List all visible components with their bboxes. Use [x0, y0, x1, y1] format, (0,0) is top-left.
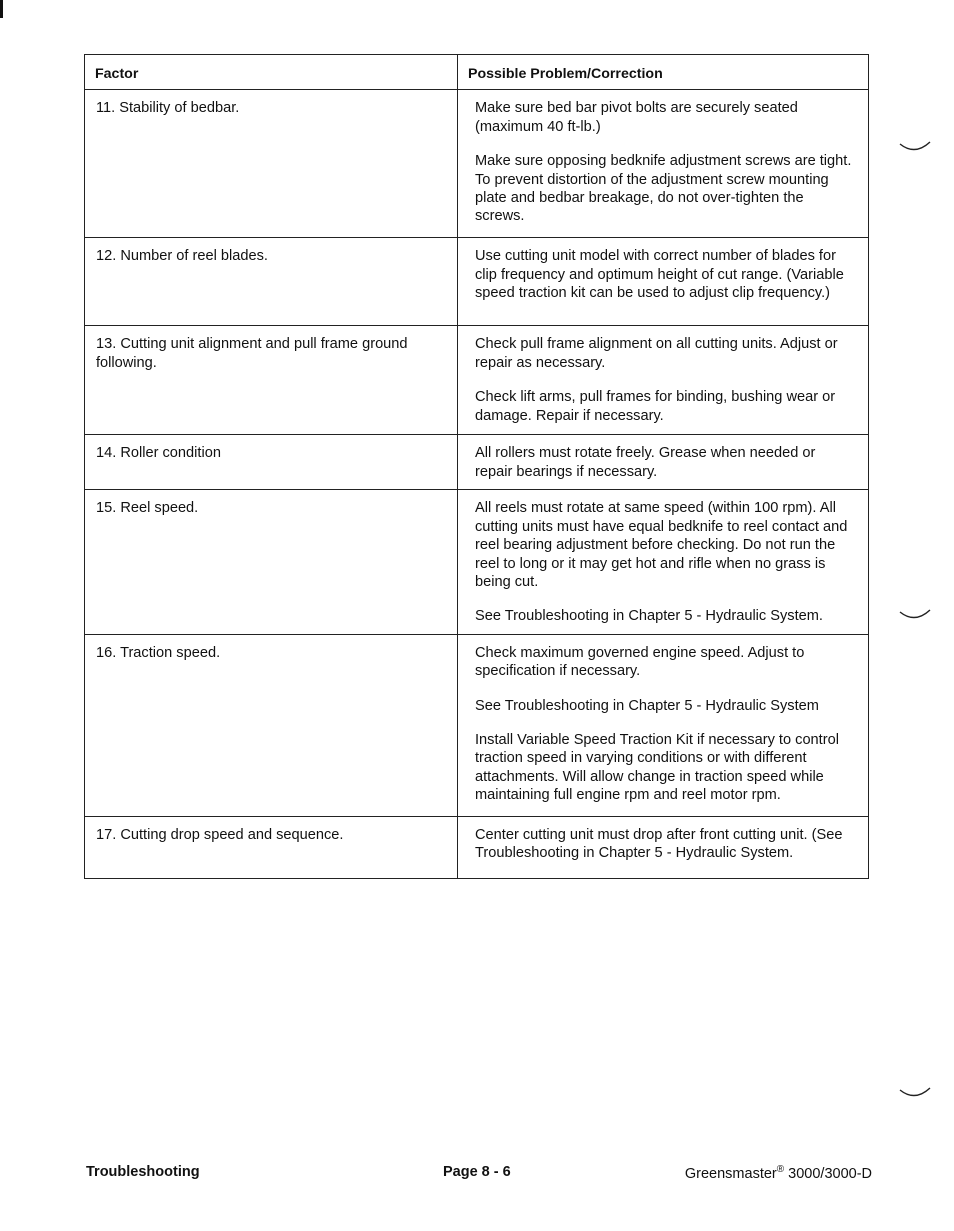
factor-cell: 15. Reel speed.: [85, 490, 458, 634]
factor-header: Factor: [85, 55, 458, 90]
table-row: [85, 326, 869, 435]
factor-cell: 17. Cutting drop speed and sequence.: [85, 816, 458, 878]
correction-text: Check lift arms, pull frames for binding, bushing wear or damage. Repair if necessary.: [475, 389, 836, 424]
factor-cell: 14. Roller condition: [85, 435, 458, 490]
correction-cell: [458, 90, 869, 238]
correction-cell: [458, 816, 869, 878]
binder-hole-mark: [898, 608, 932, 622]
correction-cell: [458, 490, 869, 634]
factor-cell: 16. Traction speed.: [85, 634, 458, 816]
problem-header: Possible Problem/Correction: [458, 55, 869, 90]
registered-mark: ®: [776, 1164, 785, 1175]
factor-cell: 12. Number of reel blades.: [85, 238, 458, 326]
table-row: [85, 90, 869, 238]
table-row: [85, 490, 869, 634]
table-row: [85, 816, 869, 878]
correction-text: Check pull frame alignment on all cutting units. Adjust or repair as necessary.: [475, 336, 838, 371]
correction-text: Make sure bed bar pivot bolts are securely seated (maximum 40 ft-lb.): [475, 100, 798, 135]
correction-text: Install Variable Speed Traction Kit if necessary to control traction speed in varying conditions or with different attachments. Will allow change in traction speed while maintaining full engine rpm and reel motor rpm.: [475, 732, 839, 804]
correction-cell: [458, 238, 869, 326]
table-row: [85, 435, 869, 490]
margin-mark: [0, 0, 3, 18]
factor-cell: 13. Cutting unit alignment and pull frame ground following.: [85, 326, 458, 435]
table-row: [85, 634, 869, 816]
footer-page-number: Page 8 - 6: [443, 1164, 511, 1180]
correction-cell: [458, 326, 869, 435]
correction-text: Center cutting unit must drop after front cutting unit. (See Troubleshooting in Chapter 5 - Hydraulic System.: [475, 826, 843, 862]
table-header-row: [85, 55, 869, 90]
correction-text: All reels must rotate at same speed (within 100 rpm). All cutting units must have equal bedknife to reel contact and reel bearing adjustment before checking. Do not run the reel to long or it may get hot and rifle when no grass is being cut.: [475, 500, 848, 591]
product-name: Greensmaster: [684, 1165, 777, 1182]
factor-cell: 11. Stability of bedbar.: [85, 90, 458, 238]
footer-product-name: [685, 1164, 872, 1182]
footer-section-title: Troubleshooting: [86, 1164, 200, 1180]
table-row: [85, 238, 869, 326]
binder-hole-mark: [898, 140, 932, 154]
correction-text: See Troubleshooting in Chapter 5 - Hydraulic System: [475, 697, 819, 714]
binder-hole-mark: [898, 1086, 932, 1100]
correction-text: All rollers must rotate freely. Grease when needed or repair bearings if necessary.: [475, 445, 816, 480]
correction-text: Check maximum governed engine speed. Adjust to specification if necessary.: [475, 644, 805, 680]
correction-cell: [458, 435, 869, 490]
model-number: 3000/3000-D: [784, 1165, 872, 1182]
correction-cell: [458, 634, 869, 816]
troubleshooting-table: [84, 54, 869, 879]
correction-text: See Troubleshooting in Chapter 5 - Hydraulic System.: [475, 608, 823, 625]
correction-text: Use cutting unit model with correct number of blades for clip frequency and optimum height of cut range. (Variable speed traction kit can be used to adjust clip frequency.): [475, 248, 844, 302]
correction-text: Make sure opposing bedknife adjustment screws are tight. To prevent distortion of the adjustment screw mounting plate and bedbar breakage, do not over-tighten the screws.: [475, 153, 852, 225]
